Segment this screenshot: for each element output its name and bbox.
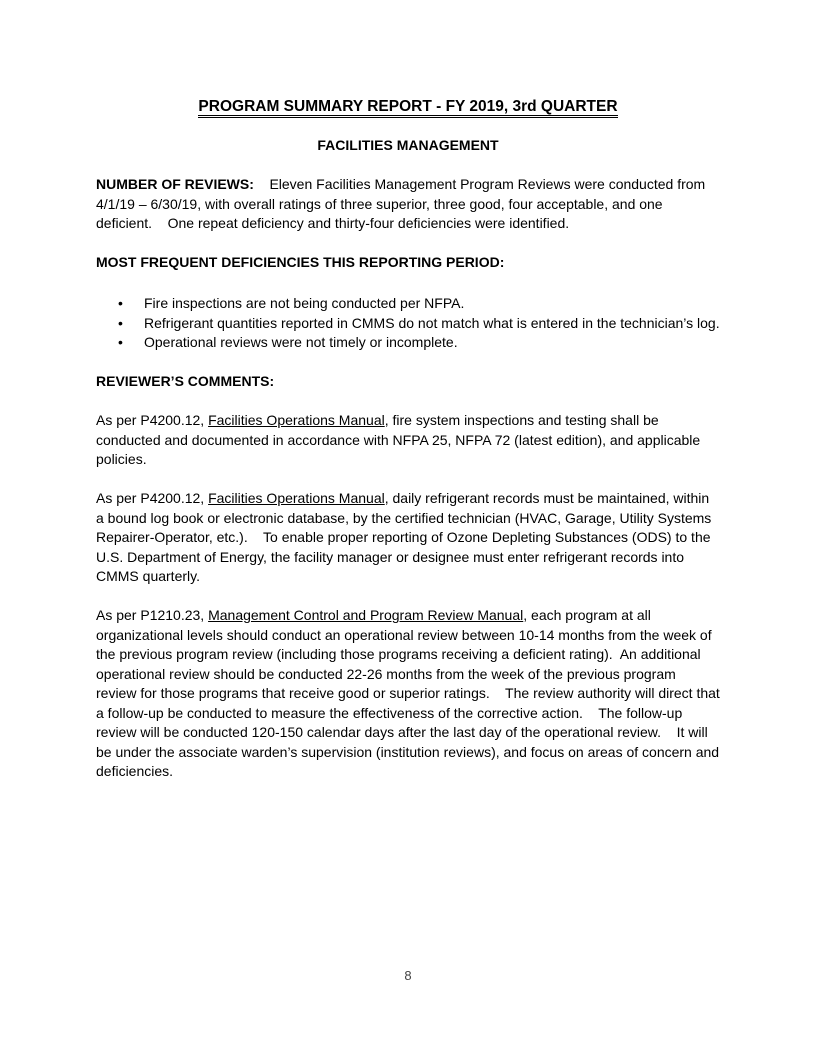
page-number: 8 <box>404 968 412 983</box>
comment-paragraph-fire-systems <box>96 411 720 470</box>
paragraph-text: , daily refrigerant records must be maintained, within a bound log book or electronic database, by the certified technician (HVAC, Garage, Utility Systems Repairer-Operator, etc.). To enable proper reporting of Ozone Depleting Substances (ODS) to the U.S. Department of Energy, the facility manager or designee must enter refrigerant records into CMMS quarterly. <box>96 490 716 584</box>
bullet-marker-icon: • <box>118 314 123 331</box>
deficiencies-list <box>96 292 720 353</box>
number-of-reviews-paragraph <box>96 175 720 234</box>
manual-title-underlined: Facilities Operations Manual <box>208 412 385 428</box>
report-subtitle: FACILITIES MANAGEMENT <box>317 137 499 153</box>
manual-title-underlined: Facilities Operations Manual <box>208 490 385 506</box>
document-content <box>96 97 724 801</box>
manual-title-underlined: Management Control and Program Review Manual <box>208 607 524 623</box>
paragraph-text: As per P4200.12, <box>96 412 209 428</box>
paragraph-text: As per P1210.23, <box>96 607 209 623</box>
number-of-reviews-text: Eleven Facilities Management Program Reviews were conducted from 4/1/19 – 6/30/19, with overall ratings of three superior, three good, four acceptable, and one deficient. One repeat deficiency and thirty-four deficiencies were identified. <box>96 176 710 231</box>
report-title-line <box>96 97 720 117</box>
comment-paragraph-refrigerant <box>96 489 720 587</box>
report-title: PROGRAM SUMMARY REPORT - FY 2019, 3rd QUARTER <box>198 98 617 118</box>
paragraph-text: As per P4200.12, <box>96 490 209 506</box>
bullet-item <box>96 333 720 353</box>
bullet-item-text: Refrigerant quantities reported in CMMS do not match what is entered in the technician’s log. <box>144 314 720 331</box>
paragraph-text: , fire system inspections and testing shall be conducted and documented in accordance with NFPA 25, NFPA 72 (latest edition), and applicable policies. <box>96 412 705 467</box>
bullet-item-text: Operational reviews were not timely or incomplete. <box>144 334 458 350</box>
bullet-item-text: Fire inspections are not being conducted per NFPA. <box>144 295 465 311</box>
number-of-reviews-label: NUMBER OF REVIEWS: <box>96 176 254 192</box>
comments-heading: REVIEWER’S COMMENTS: <box>96 373 275 389</box>
bullet-item <box>96 314 720 334</box>
comment-paragraph-operational-review <box>96 606 724 782</box>
paragraph-text: , each program at all organizational levels should conduct an operational review between 10-14 months from the week of the previous program review (including those programs receiving a deficient rating). An additional operational review should be conducted 22-26 months from the week of the previous program review for those programs that receive good or superior ratings. The review authority will direct that a follow-up be conducted to measure the effectiveness of the corrective action. The follow-up review will be conducted 120-150 calendar days after the last day of the operational review. It will be under the associate warden’s supervision (institution reviews), and focus on areas of concern and deficiencies. <box>96 607 724 779</box>
bullet-marker-icon: • <box>118 295 123 311</box>
bullet-item <box>96 294 720 314</box>
deficiencies-heading: MOST FREQUENT DEFICIENCIES THIS REPORTING PERIOD: <box>96 254 505 270</box>
bullet-marker-icon: • <box>118 334 123 350</box>
